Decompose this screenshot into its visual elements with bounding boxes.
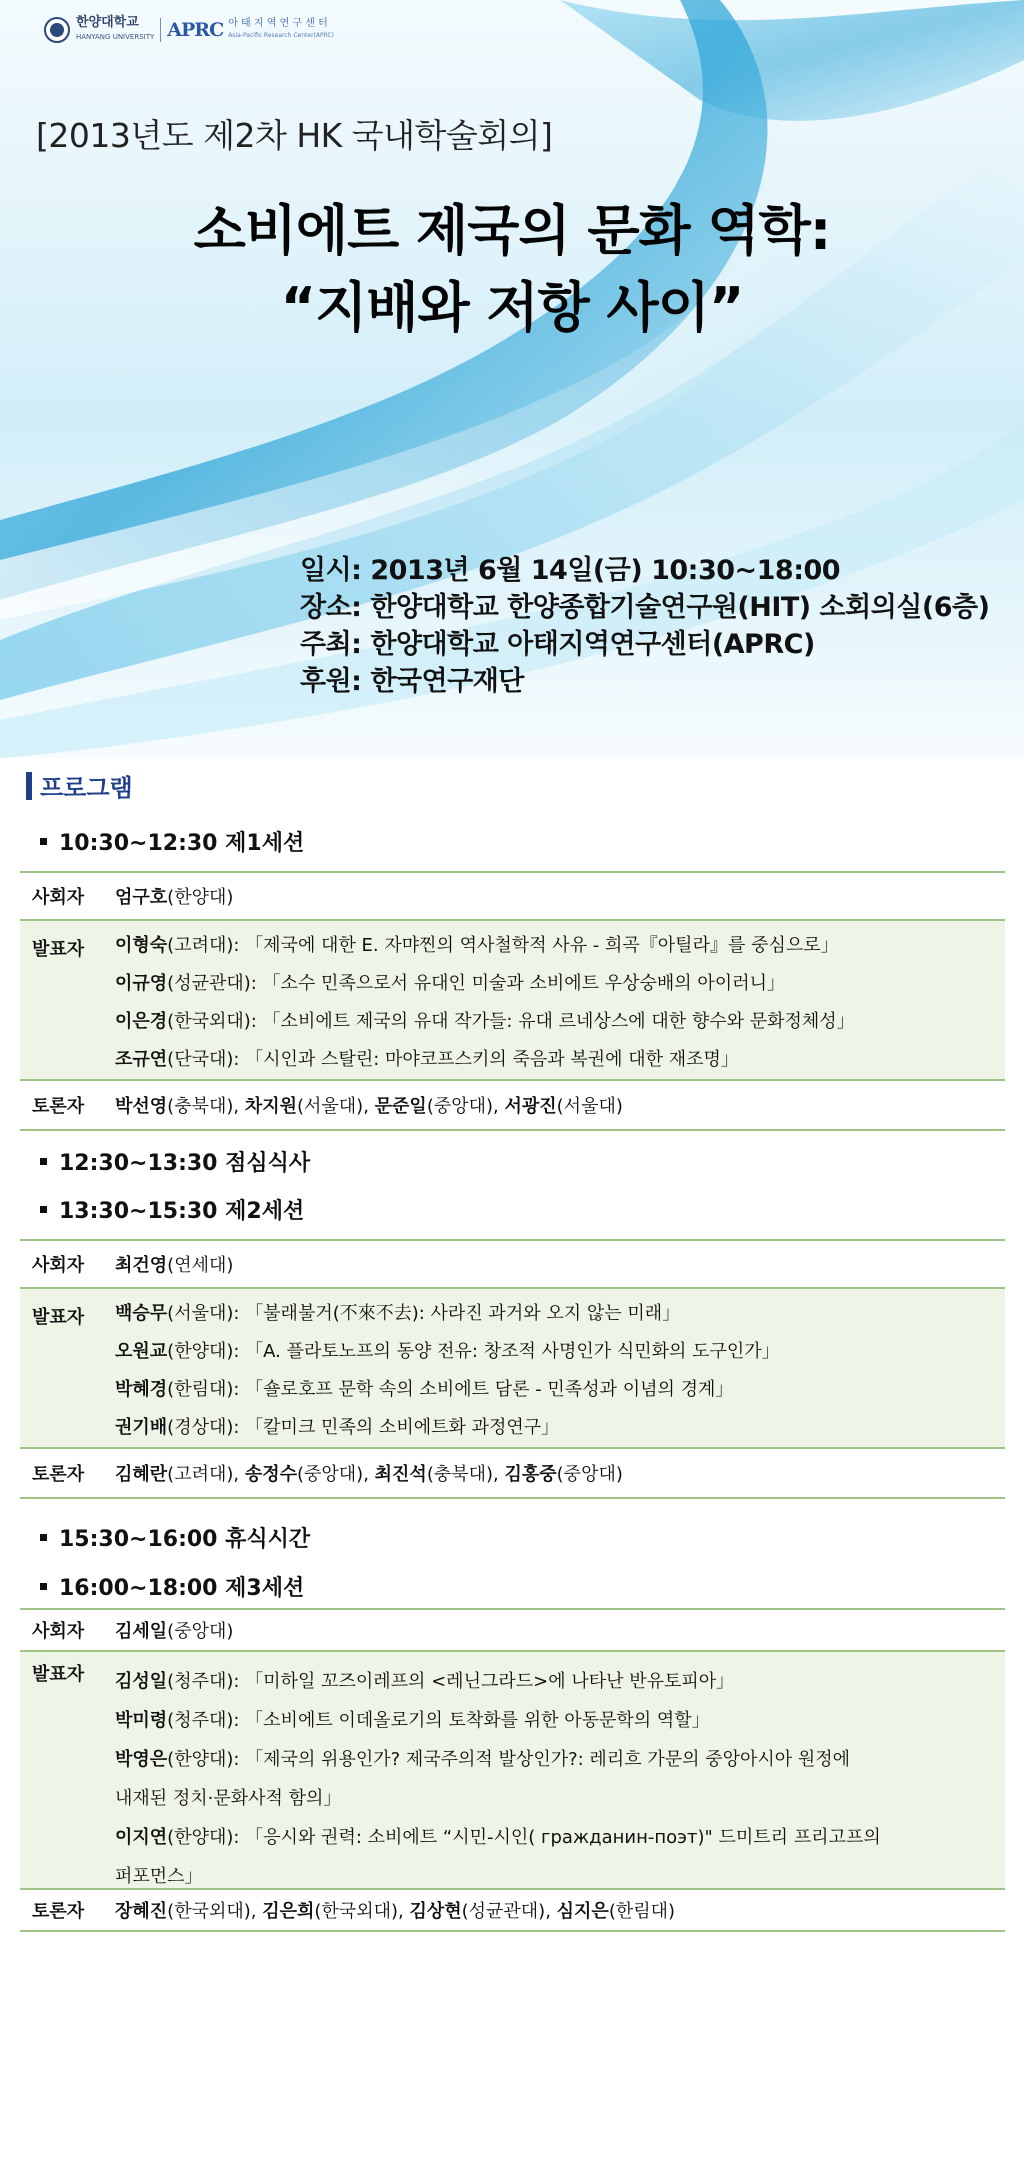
title-line-1: 소비에트 제국의 문화 역학:: [193, 199, 831, 262]
session-1-title: 10:30~12:30 제1세션: [40, 826, 304, 857]
presenter-line: 이규영(성균관대): 「소수 민족으로서 유대인 미술과 소비에트 우상숭배의 아이러니」: [115, 973, 785, 994]
title-line-2: “지배와 저항 사이”: [280, 276, 744, 339]
presenter-line: 조규연(단국대): 「시인과 스탈린: 마야코프스키의 죽음과 복권에 대한 재조명」: [115, 1049, 739, 1070]
table-row: 토론자 김혜란(고려대), 송정수(중앙대), 최진석(충북대), 김홍중(중앙대): [20, 1447, 1005, 1499]
presenter-line-continued: 퍼포먼스」: [115, 1866, 203, 1887]
presenter-line: 김성일(청주대): 「미하일 꼬즈이레프의 <레닌그라드>에 나타난 반유토피아」: [115, 1671, 735, 1692]
presenter-line: 오원교(한양대): 「A. 플라토노프의 동양 전유: 창조적 사명인가 식민화의 도구인가」: [115, 1341, 780, 1362]
bullet-square-icon: [40, 1206, 47, 1213]
presenter-line: 이형숙(고려대): 「제국에 대한 E. 자먀찐의 역사철학적 사유 - 희곡『아틸라』를 중심으로」: [115, 935, 839, 956]
session-3-title: 16:00~18:00 제3세션: [40, 1571, 304, 1602]
lunch-title: 12:30~13:30 점심식사: [40, 1146, 310, 1177]
table-row: 사회자 엄구호(한양대): [20, 871, 1005, 919]
session-3-table: [20, 1608, 1005, 1932]
table-row: 토론자 장혜진(한국외대), 김은희(한국외대), 김상현(성균관대), 심지은(한림대): [20, 1888, 1005, 1932]
session-2-title: 13:30~15:30 제2세션: [40, 1194, 304, 1225]
program-heading: 프로그램: [26, 768, 133, 803]
session-2-table: [20, 1239, 1005, 1499]
aprc-logo: APRC: [167, 19, 224, 41]
university-emblem-icon: [44, 17, 70, 43]
table-row: 발표자 김성일(청주대): 「미하일 꼬즈이레프의 <레닌그라드>에 나타난 반유토피아」 박미령(청주대): 「소비에트 이데올로기의 토착화를 위한 아동문학의 역할」 박영은(한양대): 「제국의 위용인가? 제국주의적 발상인가?: 레리흐 가문의 중앙아시아 원정에 내재된 정치·문화사적 함의」 이지연(한양대): 「응시와 권력: 소비에트 “시민-시인( гражданин-поэт)" 드미트리 프리고프의 퍼포먼스」: [20, 1650, 1005, 1888]
university-logo-text: 한양대학교 HANYANG UNIVERSITY: [76, 15, 155, 41]
info-host: 주최: 한양대학교 아태지역연구센터(APRC): [300, 629, 815, 660]
presenter-line: 권기배(경상대): 「칼미크 민족의 소비에트화 과정연구」: [115, 1417, 560, 1438]
event-info: [300, 552, 989, 700]
logo-bar: [44, 12, 334, 48]
table-row: 발표자 이형숙(고려대): 「제국에 대한 E. 자먀찐의 역사철학적 사유 - 희곡『아틸라』를 중심으로」 이규영(성균관대): 「소수 민족으로서 유대인 미술과 소비에트 우상숭배의 아이러니」 이은경(한국외대): 「소비에트 제국의 유대 작가들: 유대 르네상스에 대한 향수와 문화정체성」 조규연(단국대): 「시인과 스탈린: 마야코프스키의 죽음과 복권에 대한 재조명」: [20, 919, 1005, 1079]
bullet-square-icon: [40, 1583, 47, 1590]
presenter-line: 이지연(한양대): 「응시와 권력: 소비에트 “시민-시인( гражданин-поэт)" 드미트리 프리고프의: [115, 1827, 881, 1848]
bullet-square-icon: [40, 1534, 47, 1541]
poster-header: [0, 0, 1024, 758]
presenter-line: 이은경(한국외대): 「소비에트 제국의 유대 작가들: 유대 르네상스에 대한 향수와 문화정체성」: [115, 1011, 855, 1032]
bullet-square-icon: [40, 1158, 47, 1165]
heading-bar-icon: [26, 772, 32, 800]
conference-label: [2013년도 제2차 HK 국내학술회의]: [36, 116, 553, 155]
presenter-line: 박미령(청주대): 「소비에트 이데올로기의 토착화를 위한 아동문학의 역할」: [115, 1710, 710, 1731]
presenter-line: 박혜경(한림대): 「숄로호프 문학 속의 소비에트 담론 - 민족성과 이념의 경계」: [115, 1379, 734, 1400]
table-row: 사회자 김세일(중앙대): [20, 1608, 1005, 1650]
bullet-square-icon: [40, 838, 47, 845]
info-sponsor: 후원: 한국연구재단: [300, 666, 524, 697]
table-row: 토론자 박선영(충북대), 차지원(서울대), 문준일(중앙대), 서광진(서울대): [20, 1079, 1005, 1131]
info-date: 일시: 2013년 6월 14일(금) 10:30~18:00: [300, 555, 841, 586]
presenter-line: 박영은(한양대): 「제국의 위용인가? 제국주의적 발상인가?: 레리흐 가문의 중앙아시아 원정에: [115, 1749, 851, 1770]
presenter-line-continued: 내재된 정치·문화사적 함의」: [115, 1788, 342, 1809]
logo-divider: [160, 18, 161, 42]
session-1-table: [20, 871, 1005, 1131]
presenter-line: 백승무(서울대): 「불래불거(不來不去): 사라진 과거와 오지 않는 미래」: [115, 1303, 681, 1324]
info-venue: 장소: 한양대학교 한양종합기술연구원(HIT) 소회의실(6층): [300, 592, 990, 623]
table-row: 발표자 백승무(서울대): 「불래불거(不來不去): 사라진 과거와 오지 않는 미래」 오원교(한양대): 「A. 플라토노프의 동양 전유: 창조적 사명인가 식민화의 도구인가」 박혜경(한림대): 「숄로호프 문학 속의 소비에트 담론 - 민족성과 이념의 경계」 권기배(경상대): 「칼미크 민족의 소비에트화 과정연구」: [20, 1287, 1005, 1447]
table-row: 사회자 최건영(연세대): [20, 1239, 1005, 1287]
break-title: 15:30~16:00 휴식시간: [40, 1522, 310, 1553]
center-logo-text: 아 태 지 역 연 구 센 터 Asia-Pacific Research Center(APRC): [228, 18, 335, 39]
